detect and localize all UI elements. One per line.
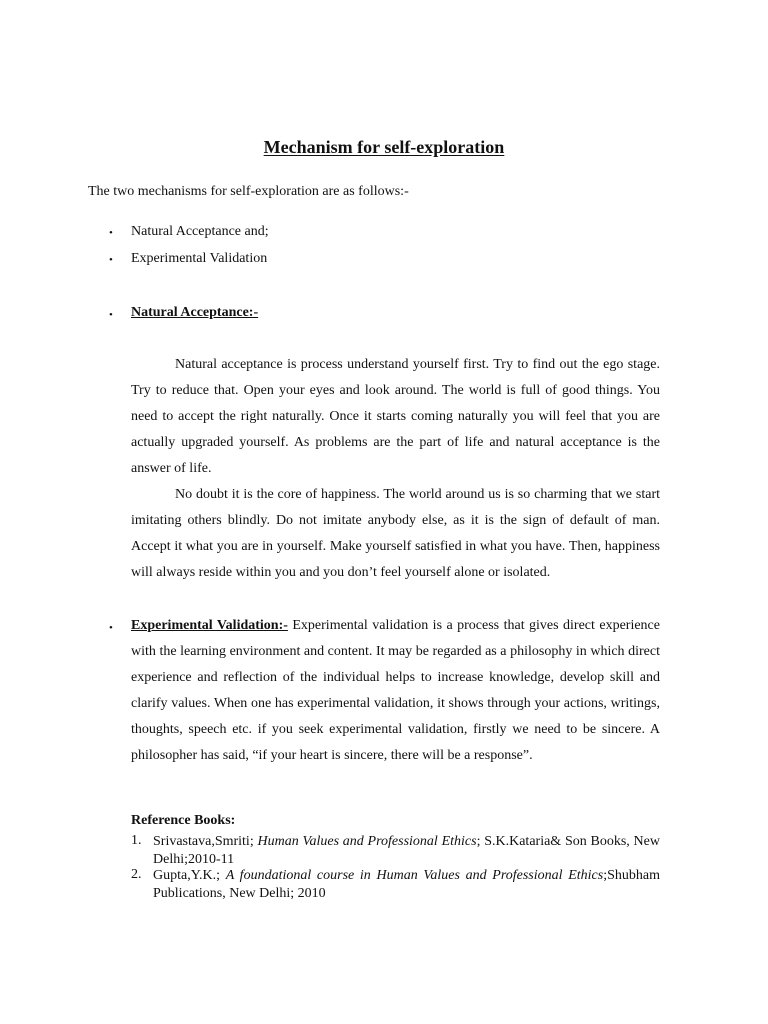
reference-book-title: Human Values and Professional Ethics: [257, 834, 477, 849]
reference-publisher: ;Shubham Publications, New Delhi; 2010: [153, 868, 660, 901]
reference-book-title: A foundational course in Human Values and Professional Ethics: [225, 868, 604, 883]
natural-acceptance-paragraph-1: Natural acceptance is process understand yourself first. Try to find out the ego stage. Try to reduce that. Open your eyes and look around. The world is full of good things. You need to accept the right naturally. Once it starts coming naturally you will feel that you are actually upgraded yourself. As problems are the part of life and natural acceptance is the answer of life.: [131, 357, 660, 476]
reference-number: 1.: [131, 833, 142, 848]
natural-acceptance-heading: Natural Acceptance:-: [131, 305, 259, 320]
bullet-icon: •: [109, 254, 113, 266]
experimental-validation-text: Experimental validation is a process that gives direct experience with the learning environment and content. It may be regarded as a philosophy in which direct experience and reflection of the individual helps to increase knowledge, develop skill and clarify values. When one has experimental validation, it shows through your actions, writings, thoughts, speech etc. if you seek experimental validation, firstly we need to be sincere. A philosopher has said, “if your heart is sincere, there will be a response”.: [131, 618, 660, 763]
experimental-validation-paragraph: [131, 613, 660, 769]
reference-number: 2.: [131, 867, 142, 882]
bullet-icon: •: [109, 309, 113, 321]
reference-publisher: ; S.K.Kataria& Son Books, New Delhi;2010-11: [153, 834, 660, 867]
bullet-icon: •: [109, 227, 113, 239]
mechanism-item: Experimental Validation: [131, 251, 268, 266]
experimental-validation-heading: Experimental Validation:-: [131, 618, 288, 633]
reference-author: Gupta,Y.K.;: [153, 868, 226, 883]
reference-item: [153, 867, 660, 903]
intro-text: The two mechanisms for self-exploration are as follows:-: [88, 184, 409, 199]
reference-books-title: Reference Books:: [131, 813, 236, 828]
natural-acceptance-paragraph-2: No doubt it is the core of happiness. The world around us is so charming that we start imitating others blindly. Do not imitate anybody else, as it is the sign of default of man. Accept it what you are in yourself. Make yourself satisfied in what you have. Then, happiness will always reside within you and you don’t feel yourself alone or isolated.: [131, 487, 660, 580]
mechanism-item: Natural Acceptance and;: [131, 224, 269, 239]
page-title: Mechanism for self-exploration: [263, 137, 505, 157]
bullet-icon: •: [109, 622, 113, 634]
reference-author: Srivastava,Smriti;: [153, 834, 258, 849]
reference-item: [153, 833, 660, 869]
